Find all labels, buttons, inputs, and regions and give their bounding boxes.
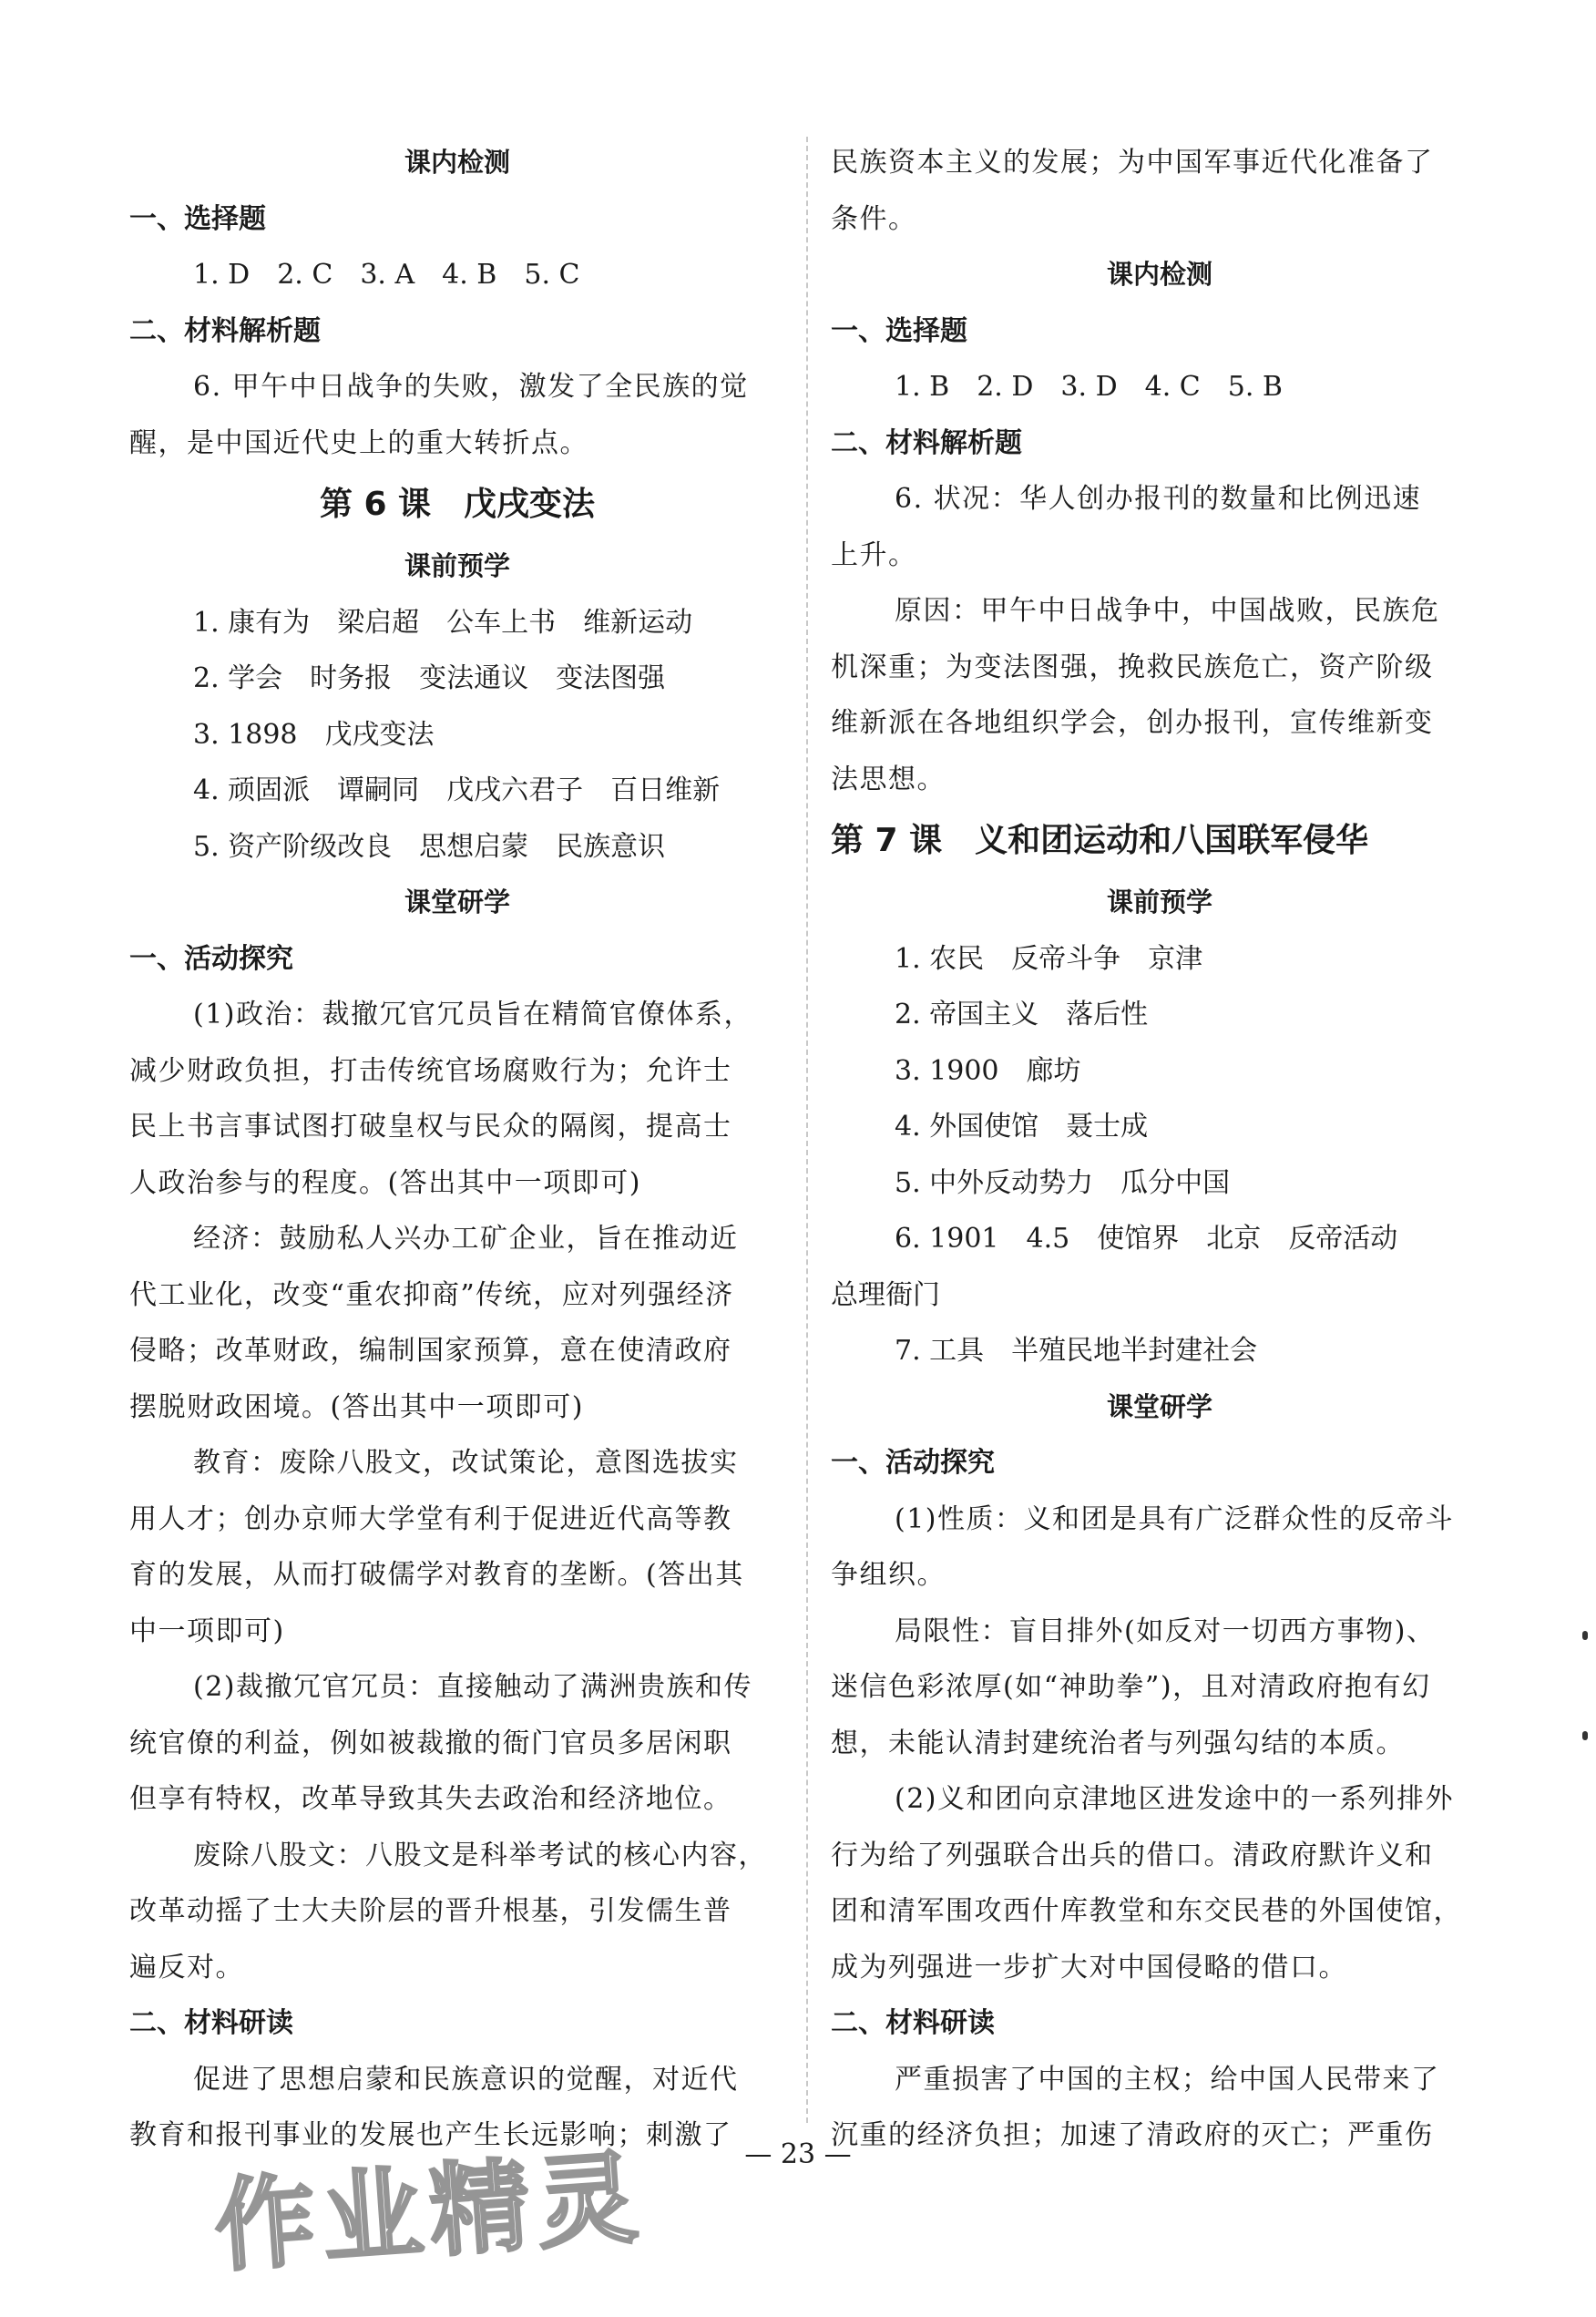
edge-mark: [1582, 1631, 1588, 1640]
section-activity: 一、活动探究: [831, 1447, 995, 1479]
paragraph-line: (1)性质：义和团是具有广泛群众性的反帝斗: [895, 1502, 1454, 1535]
paragraph-line: 维新派在各地组织学会，创办报刊，宣传维新变: [831, 707, 1434, 739]
paragraph-line: 但享有特权，改革导致其失去政治和经济地位。: [129, 1783, 732, 1815]
paragraph-line: 上升。: [831, 538, 917, 571]
paragraph-line: 局限性：盲目排外(如反对一切西方事物)、: [895, 1615, 1436, 1647]
list-item: 4. 顽固派 谭嗣同 戊戌六君子 百日维新: [193, 774, 721, 806]
list-item: 1. 农民 反帝斗争 京津: [895, 942, 1203, 975]
right-column: [831, 135, 1489, 2164]
paragraph-line: 想，未能认清封建统治者与列强勾结的本质。: [831, 1727, 1405, 1759]
paragraph-line: 侵略；改革财政，编制国家预算，意在使清政府: [129, 1335, 732, 1367]
paragraph-line: 经济：鼓励私人兴办工矿企业，旨在推动近: [193, 1223, 739, 1255]
paragraph-line: 代工业化，改变“重农抑商”传统，应对列强经济: [129, 1278, 734, 1311]
paragraph-line: 遍反对。: [129, 1951, 244, 1984]
section-activity: 一、活动探究: [129, 942, 293, 975]
paragraph-line: 育的发展，从而打破儒学对教育的垄断。(答出其: [129, 1559, 744, 1591]
page-number: — 23 —: [744, 2138, 852, 2170]
list-item: 1. 康有为 梁启超 公车上书 维新运动: [193, 606, 693, 639]
paragraph-line: 严重损害了中国的主权；给中国人民带来了: [895, 2063, 1440, 2096]
paragraph-line: 法思想。: [831, 763, 946, 795]
list-item: 2. 学会 时务报 变法通议 变法图强: [193, 662, 666, 694]
lesson-title: 第 6 课 戊戌变法: [319, 486, 596, 523]
list-item: 4. 外国使馆 聂士成: [895, 1111, 1149, 1143]
paragraph-line: 条件。: [831, 202, 917, 235]
paragraph-line: 废除八股文：八股文是科举考试的核心内容，: [193, 1839, 767, 1871]
paragraph-line: 成为列强进一步扩大对中国侵略的借口。: [831, 1951, 1347, 1984]
paragraph-line: 迷信色彩浓厚(如“神助拳”)，且对清政府抱有幻: [831, 1671, 1431, 1703]
paragraph-line: 教育：废除八股文，改试策论，意图选拔实: [193, 1447, 739, 1479]
list-item: 2. 帝国主义 落后性: [895, 999, 1149, 1030]
list-item: 6. 1901 4.5 使馆界 北京 反帝活动: [895, 1223, 1398, 1255]
paragraph-line: 6. 甲午中日战争的失败，激发了全民族的觉: [193, 371, 749, 403]
section-material-reading: 二、材料研读: [129, 2007, 293, 2039]
paragraph-line: 用人才；创办京师大学堂有利于促进近代高等教: [129, 1502, 732, 1535]
edge-mark: [1582, 1731, 1588, 1740]
paragraph-line: 6. 状况：华人创办报刊的数量和比例迅速: [895, 483, 1422, 515]
paragraph-line: 减少财政负担，打击传统官场腐败行为；允许士: [129, 1054, 732, 1087]
list-item: 3. 1900 廊坊: [895, 1054, 1081, 1087]
choice-answers: 1. B 2. D 3. D 4. C 5. B: [895, 371, 1283, 403]
list-item: 3. 1898 戊戌变法: [193, 718, 435, 751]
paragraph-line: 民上书言事试图打破皇权与民众的隔阂，提高士: [129, 1111, 732, 1143]
choice-answers: 1. D 2. C 3. A 4. B 5. C: [193, 259, 580, 291]
paragraph-line: 团和清军围攻西什库教堂和东交民巷的外国使馆，: [831, 1895, 1462, 1927]
heading-class-study: 课堂研学: [1106, 1390, 1212, 1422]
list-item: 5. 资产阶级改良 思想启蒙 民族意识: [193, 830, 666, 863]
paragraph-line: 改革动摇了士大夫阶层的晋升根基，引发儒生普: [129, 1895, 732, 1927]
heading-classroom-test: 课内检测: [404, 147, 510, 178]
heading-pre-study: 课前预学: [404, 550, 510, 581]
list-item: 7. 工具 半殖民地半封建社会: [895, 1335, 1258, 1367]
section-material-reading: 二、材料研读: [831, 2007, 995, 2039]
paragraph-line: 摆脱财政困境。(答出其中一项即可): [129, 1390, 584, 1423]
left-column: [129, 135, 785, 2164]
paragraph-line: (1)政治：裁撤冗官冗员旨在精简官僚体系，: [193, 999, 752, 1030]
list-item: 5. 中外反动势力 瓜分中国: [895, 1166, 1231, 1199]
paragraph-line: 促进了思想启蒙和民族意识的觉醒，对近代: [193, 2063, 739, 2096]
watermark-logo: 作业精灵: [210, 2138, 649, 2286]
paragraph-line: 争组织。: [831, 1559, 946, 1591]
lesson-title: 第 7 课 义和团运动和八国联军侵华: [831, 822, 1369, 859]
paragraph-line: 醒，是中国近代史上的重大转折点。: [129, 426, 588, 459]
paragraph-line: 人政治参与的程度。(答出其中一项即可): [129, 1166, 641, 1199]
paragraph-line: 教育和报刊事业的发展也产生长远影响；刺激了: [129, 2119, 732, 2151]
section-material-analysis: 二、材料解析题: [831, 426, 1022, 459]
paragraph-line: 中一项即可): [129, 1615, 285, 1647]
paragraph-line: (2)义和团向京津地区进发途中的一系列排外: [895, 1783, 1454, 1815]
heading-class-study: 课堂研学: [404, 887, 510, 918]
column-divider: [806, 137, 808, 2123]
paragraph-line: 沉重的经济负担；加速了清政府的灭亡；严重伤: [831, 2119, 1434, 2151]
section-material-analysis: 二、材料解析题: [129, 314, 321, 347]
paragraph-line: 民族资本主义的发展；为中国军事近代化准备了: [831, 147, 1434, 179]
paragraph-line: (2)裁撤冗官冗员：直接触动了满洲贵族和传: [193, 1671, 752, 1703]
paragraph-line: 行为给了列强联合出兵的借口。清政府默许义和: [831, 1839, 1434, 1871]
section-choice: 一、选择题: [831, 314, 967, 347]
heading-pre-study: 课前预学: [1106, 887, 1212, 918]
paragraph-line: 统官僚的利益，例如被裁撤的衙门官员多居闲职: [129, 1727, 732, 1759]
heading-classroom-test: 课内检测: [1106, 259, 1212, 290]
paragraph-line: 原因：甲午中日战争中，中国战败，民族危: [895, 595, 1440, 627]
paragraph-line: 机深重；为变法图强，挽救民族危亡，资产阶级: [831, 651, 1434, 683]
list-item-continuation: 总理衙门: [831, 1278, 940, 1311]
section-choice: 一、选择题: [129, 202, 266, 235]
